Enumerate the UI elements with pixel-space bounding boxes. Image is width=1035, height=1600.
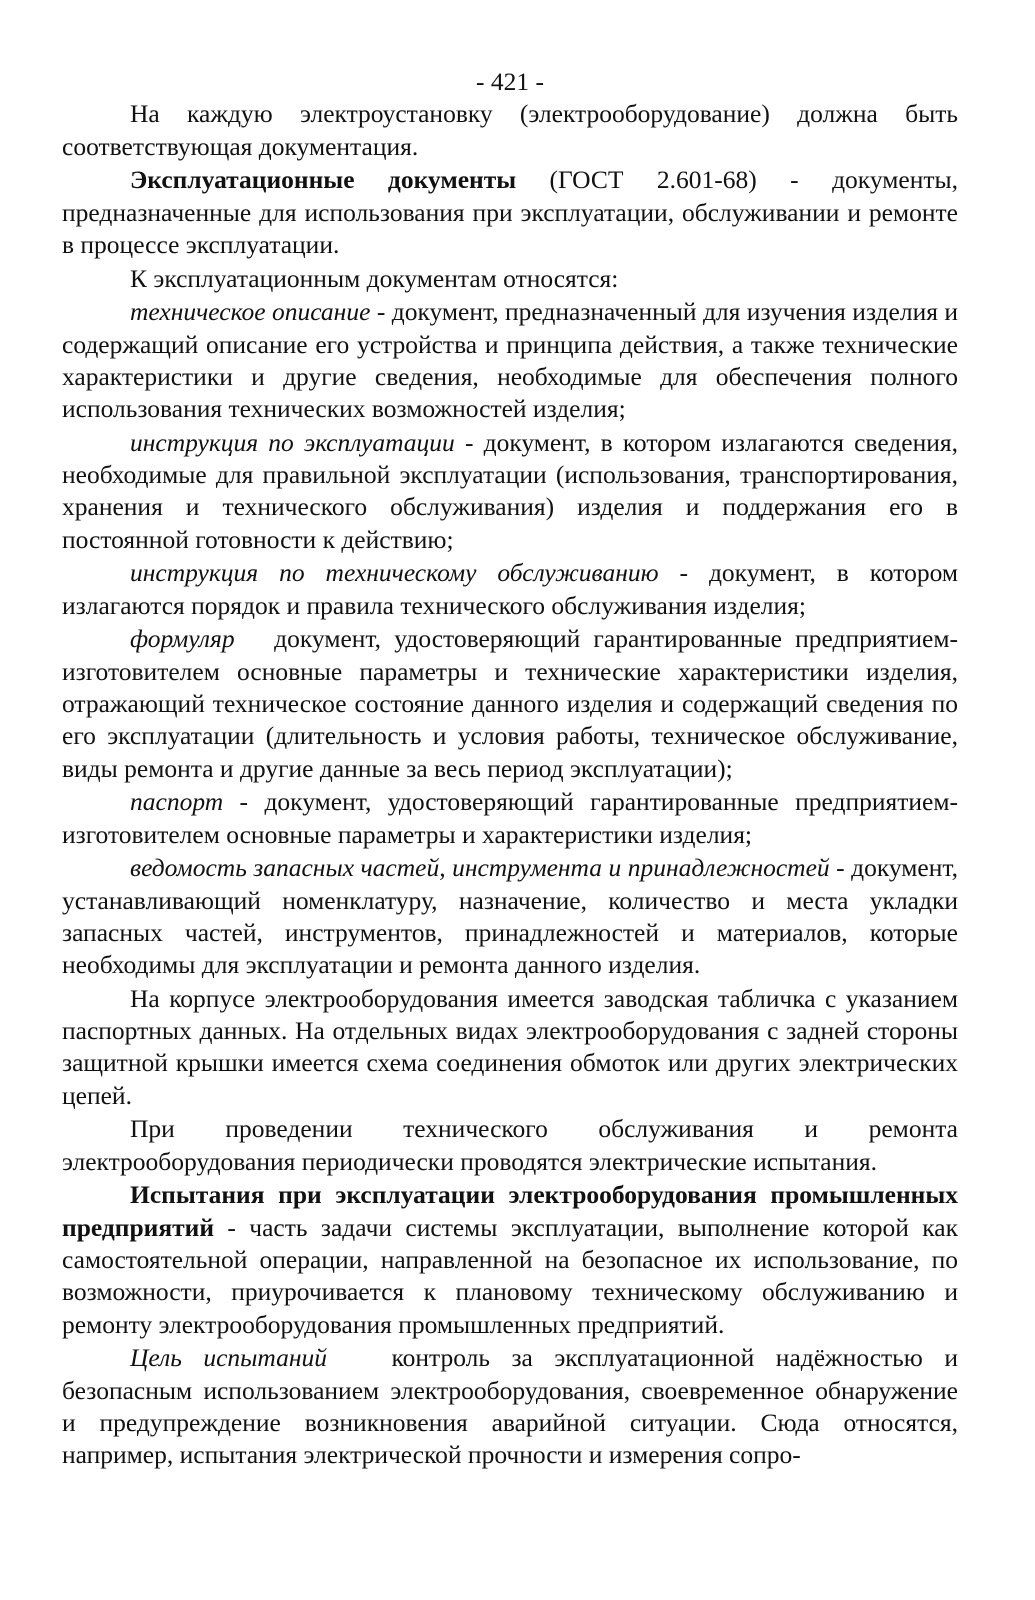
paragraph-text: - документ, устанавливающий номенклатуру, назначение, количество и места укладки запасных частей, инструментов, принадлежностей и материалов, которые необходимы для эксплуатации и ремонта данного изделия. [62,853,958,980]
paragraph [62,1179,958,1340]
paragraph [62,1113,958,1178]
paragraph [62,623,965,784]
term-italic: техническое описание [130,297,371,327]
paragraph-text: - документ, предназначенный для изучения изделия и содержащий описание его устройства и принципа действия, а также технические характеристики и другие сведения, необходимые для обеспечения полного использования технических возможностей изделия; [62,297,959,424]
paragraph-text: На каждую электроустановку (электрооборудование) должна быть соответствующая документация. [62,99,958,161]
term-italic: формуляр [130,624,235,654]
term-italic: ведомость запасных частей, инструмента и принадлежностей [130,853,830,883]
paragraph-text: К эксплуатационным документам относятся: [130,263,619,293]
paragraph-text: документ, удостоверяющий гарантированные предприятием-изготовителем основные параметры и технические характеристики изделия, отражающий техническое состояние данного изделия и содержащий сведения по его эксплуатации (длительность и условия работы, техническое обслуживание, виды ремонта и другие данные за весь период эксплуатации); [62,624,965,783]
paragraph [62,427,958,556]
paragraph [62,983,958,1112]
document-page [62,66,965,1471]
paragraph [62,557,958,622]
term-bold: Испытания при эксплуатации электрооборудования промышленных предприятий [62,1180,958,1242]
paragraph-text: контроль за эксплуатационной надёжностью и безопасным использованием электрооборудования, своевременное обнаружение и предупреждение возникновения аварийной ситуации. Сюда относятся, например, испытания электрической прочности и измерения сопро- [62,1343,965,1470]
term-italic: паспорт [130,787,224,817]
term-italic: Цель испытаний [130,1343,328,1373]
paragraph [62,98,958,163]
paragraph-text: При проведении технического обслуживания и ремонта электрооборудования периодически проводятся электрические испытания. [62,1114,958,1176]
paragraph [62,1342,965,1471]
paragraph [62,296,958,425]
paragraph [62,786,958,851]
paragraph-text: (ГОСТ 2.601-68) - документы, предназначенные для использования при эксплуатации, обслуживании и ремонте в процессе эксплуатации. [62,165,958,259]
paragraph-text: - документ, в котором излагаются порядок и правила технического обслуживания изделия; [62,558,958,620]
paragraph-text: - часть задачи системы эксплуатации, выполнение которой как самостоятельной операции, направленной на безопасное их использование, по возможности, приурочивается к плановому техническому обслуживанию и ремонту электрооборудования промышленных предприятий. [62,1212,958,1339]
paragraph-text: На корпусе электрооборудования имеется заводская табличка с указанием паспортных данных. На отдельных видах электрооборудования с задней стороны защитной крышки имеется схема соединения обмоток или других электрических цепей. [62,983,958,1110]
paragraph [62,263,958,295]
term-italic: инструкция по эксплуатации [130,427,455,457]
paragraph [62,164,958,261]
term-bold: Эксплуатационные документы [130,165,517,195]
paragraph-text: - документ, в котором излагаются сведения, необходимые для правильной эксплуатации (использования, транспортирования, хранения и технического обслуживания) изделия и поддержания его в постоянной готовности к действию; [62,427,958,554]
paragraph-text: - документ, удостоверяющий гарантированные предприятием-изготовителем основные параметры и характеристики изделия; [62,787,958,849]
page-number: - 421 - [62,66,958,98]
term-italic: инструкция по техническому обслуживанию [130,558,659,588]
paragraph [62,852,958,981]
